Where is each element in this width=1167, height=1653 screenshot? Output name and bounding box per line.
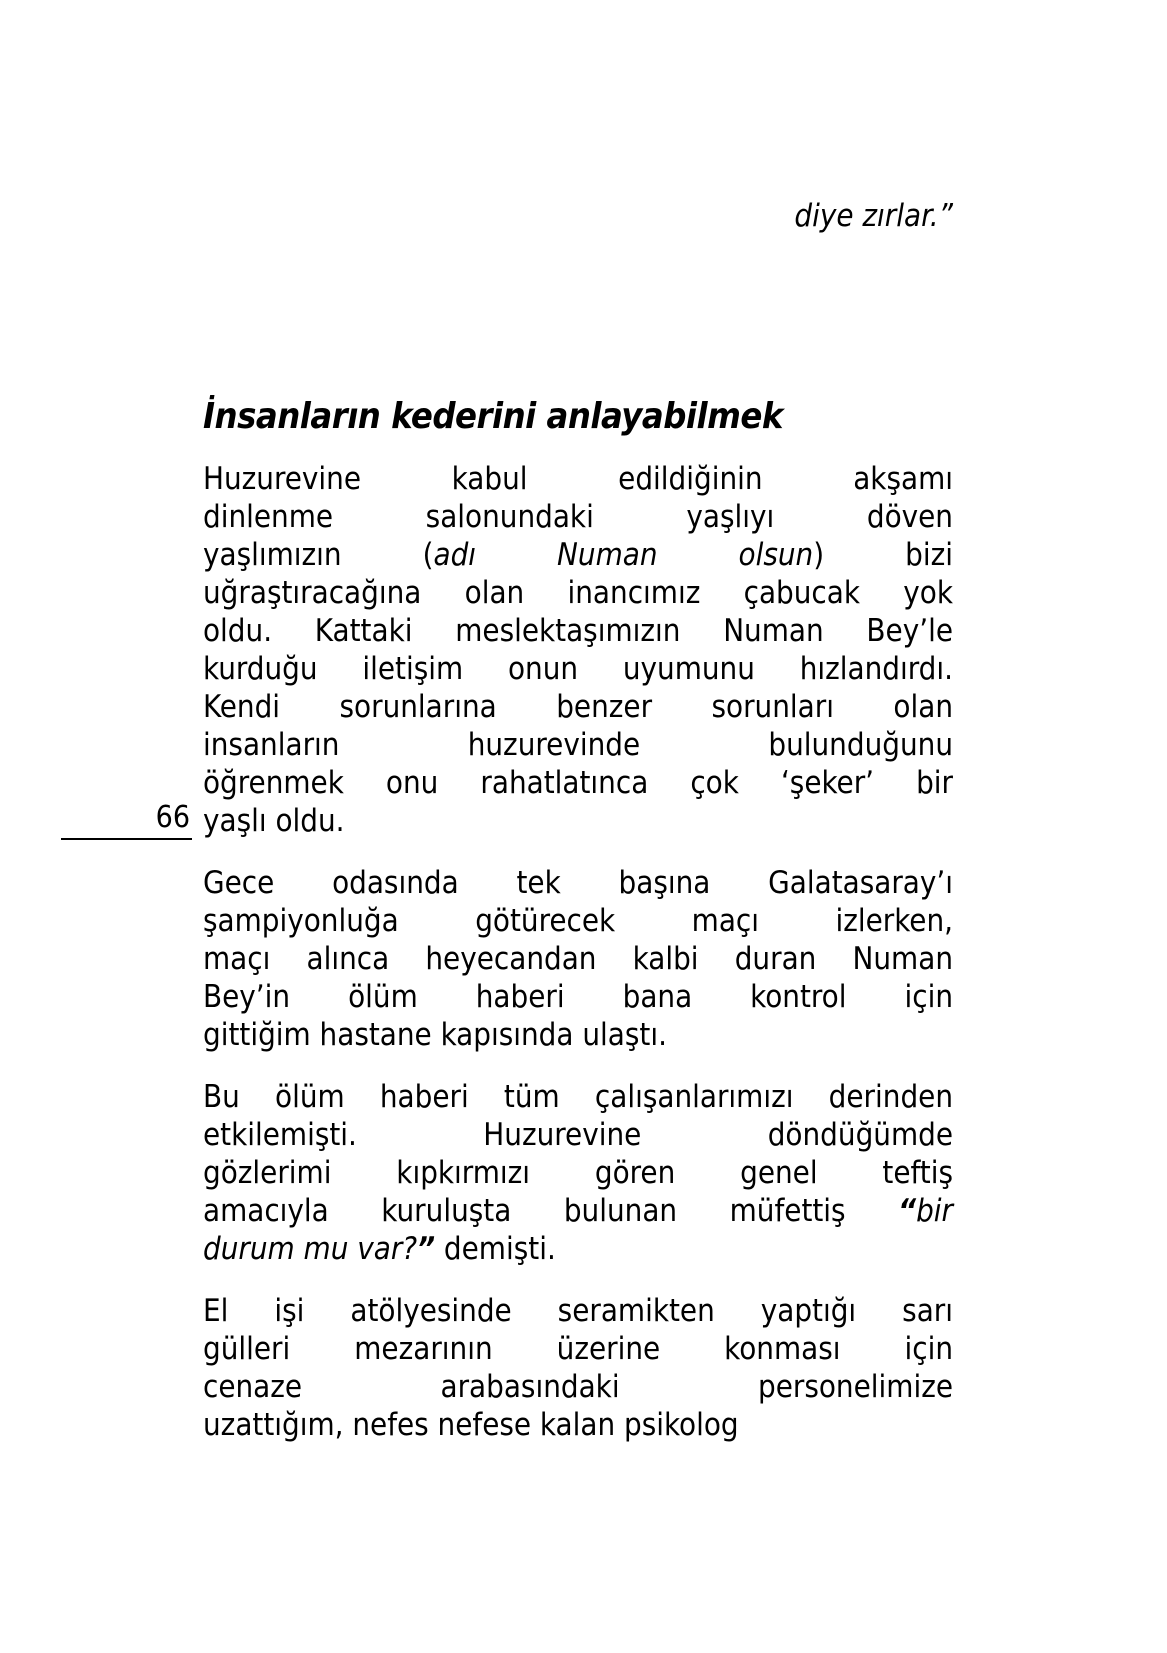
text-line: Bu ölüm haberi tüm çalışanlarımızı derinden — [203, 1079, 953, 1115]
text-line — [203, 536, 953, 574]
open-quote-mark: “ — [898, 1193, 917, 1229]
text-line: El işi atölyesinde seramikten yaptığı sarı — [203, 1293, 953, 1329]
text-line: Huzurevine kabul edildiğinin akşamı — [203, 461, 953, 497]
paragraph-2 — [203, 864, 953, 1054]
text-line: oldu. Kattaki meslektaşımızın Numan Bey’le — [203, 613, 953, 649]
text-column — [203, 396, 953, 1468]
text-line: uğraştıracağına olan inancımız çabucak yok — [203, 575, 953, 611]
text-line — [203, 1192, 953, 1230]
text-line: Kendi sorunlarına benzer sorunları olan — [203, 689, 953, 725]
text-line: gittiğim hastane kapısında ulaştı. — [203, 1017, 667, 1053]
text-line — [203, 1230, 953, 1268]
paragraph-4 — [203, 1292, 953, 1444]
text-run: demişti. — [435, 1231, 556, 1267]
text-run-italic: durum mu var? — [203, 1231, 418, 1267]
text-line: insanların huzurevinde bulunduğunu — [203, 727, 953, 763]
text-line: cenaze arabasındaki personelimize — [203, 1369, 953, 1405]
text-line: uzattığım, nefes nefese kalan psikolog — [203, 1407, 739, 1443]
page-number: 66 — [155, 800, 190, 835]
text-line: öğrenmek onu rahatlatınca çok ‘şeker’ bir — [203, 765, 953, 801]
text-line: şampiyonluğa götürecek maçı izlerken, — [203, 903, 953, 939]
close-quote-mark: ” — [417, 1231, 436, 1267]
text-line: yaşlı oldu. — [203, 803, 345, 839]
text-run-italic: adı Numan olsun — [433, 537, 814, 573]
text-run: yaşlımızın ( — [203, 537, 434, 573]
text-run-italic: bir — [916, 1193, 953, 1229]
paragraph-3 — [203, 1078, 953, 1268]
text-line: etkilemişti. Huzurevine döndüğümde — [203, 1117, 953, 1153]
text-run: amacıyla kuruluşta bulunan müfettiş — [203, 1193, 899, 1229]
text-line: gülleri mezarının üzerine konması için — [203, 1331, 953, 1367]
text-line: Gece odasında tek başına Galatasaray’ı — [203, 865, 953, 901]
text-line: maçı alınca heyecandan kalbi duran Numan — [203, 941, 953, 977]
text-line: Bey’in ölüm haberi bana kontrol için — [203, 979, 953, 1015]
text-line: kurduğu iletişim onun uyumunu hızlandırdı. — [203, 651, 953, 687]
section-heading: İnsanların kederini anlayabilmek — [203, 396, 783, 437]
page-number-rule — [61, 838, 192, 840]
text-line: dinlenme salonundaki yaşlıyı döven — [203, 499, 953, 535]
carryover-quote-line: diye zırlar.” — [794, 198, 953, 234]
page-number-block — [61, 800, 192, 840]
text-run: ) bizi — [813, 537, 953, 573]
paragraph-1 — [203, 460, 953, 840]
text-line: gözlerimi kıpkırmızı gören genel teftiş — [203, 1155, 953, 1191]
